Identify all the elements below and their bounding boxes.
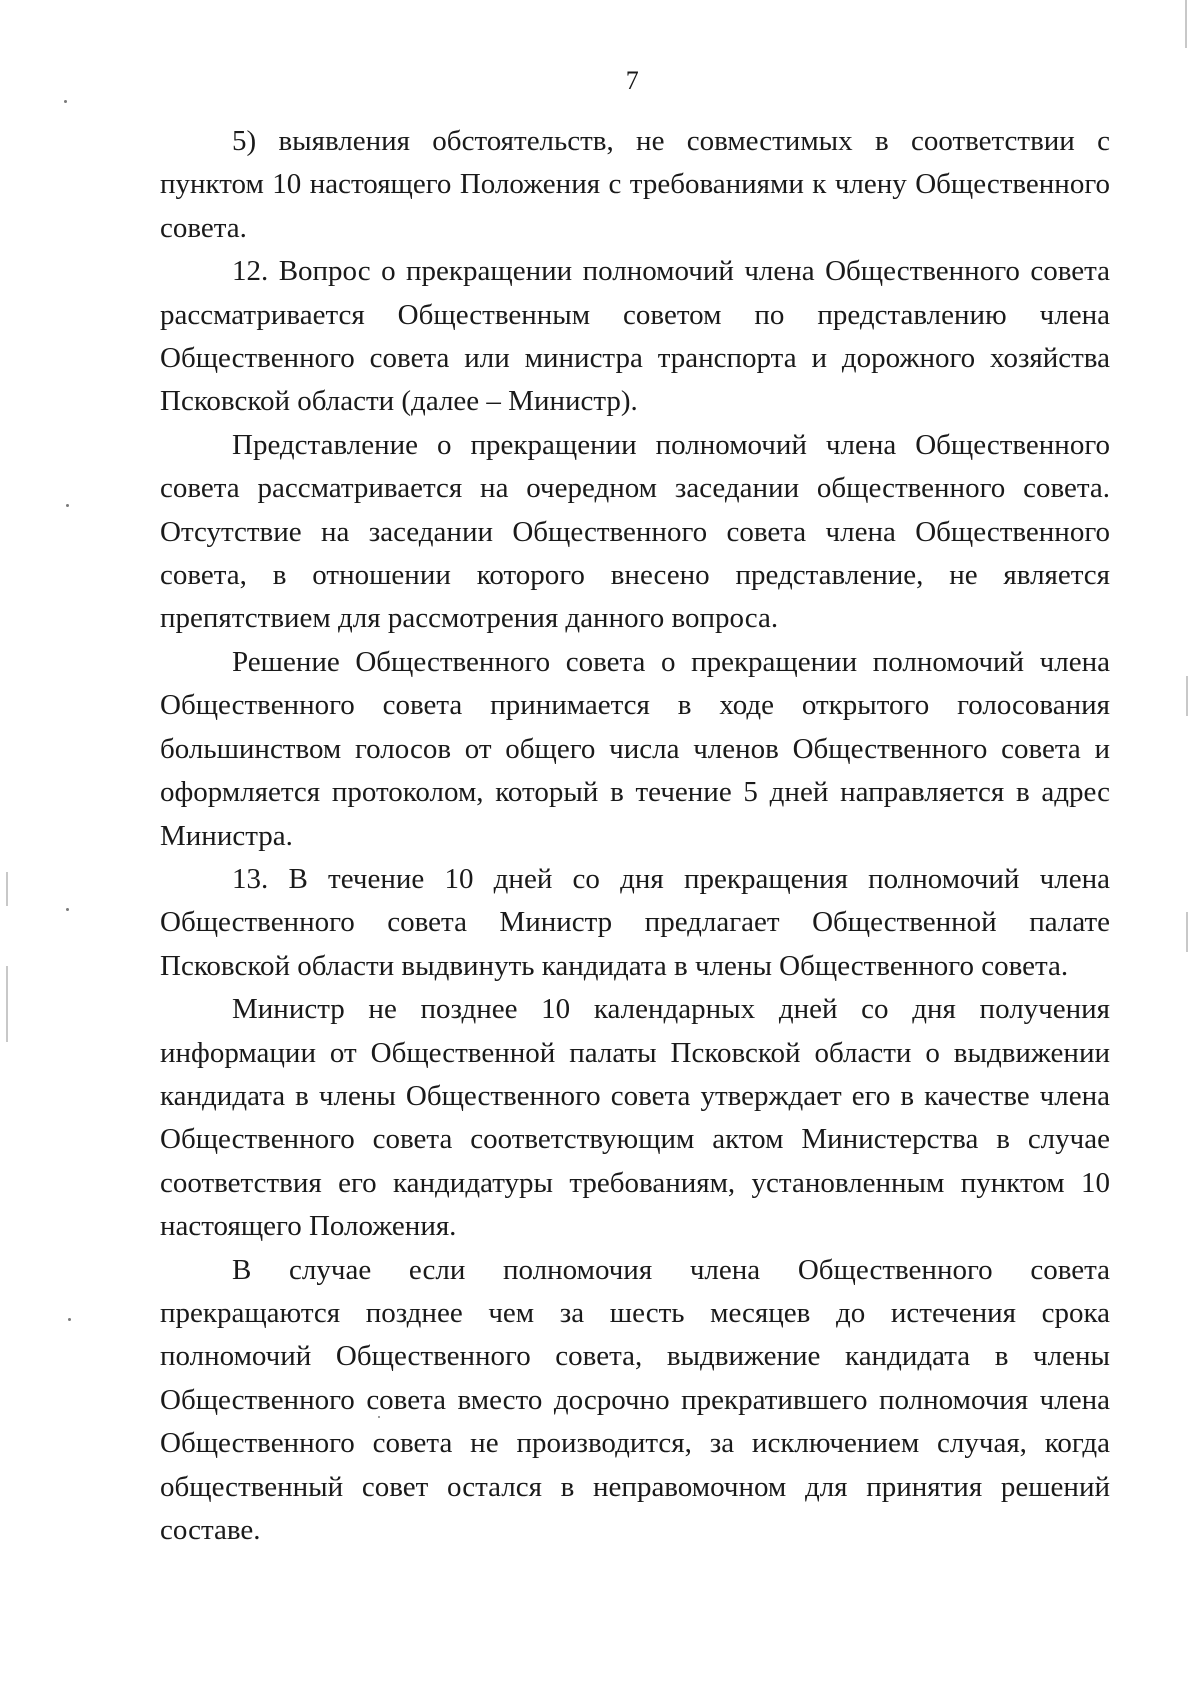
paragraph-representation: Представление о прекращении полномочий члена Общественного совета рассматривается на очередном заседании общественного совета. Отсутствие на заседании Общественного совета члена Общественного совета, в отношении которого внесено представление, не является препятствием для рассмотрения данного вопроса. [160, 428, 1110, 635]
scan-edge-mark [1186, 912, 1188, 952]
paragraph-item-5: 5) выявления обстоятельств, не совместимых в соответствии с пунктом 10 настоящего Положения с требованиями к члену Общественного совета. [160, 125, 1110, 244]
scan-speck [66, 908, 69, 911]
scan-edge-mark [1186, 676, 1188, 716]
scan-edge-mark [6, 966, 8, 1042]
paragraph-decision: Решение Общественного совета о прекращении полномочий члена Общественного совета принимается в ходе открытого голосования большинством голосов от общего числа членов Общественного совета и оформляется протоколом, который в течение 5 дней направляется в адрес Министра. [160, 645, 1110, 852]
scan-edge-mark [1185, 0, 1187, 48]
paragraph-minister-approval: Министр не позднее 10 календарных дней со дня получения информации от Общественной палаты Псковской области о выдвижении кандидата в члены Общественного совета утверждает его в качестве члена Общественного совета соответствующим актом Министерства в случае соответствия его кандидатуры требованиям, установленным пунктом 10 настоящего Положения. [160, 993, 1110, 1243]
document-body [160, 120, 1110, 1552]
scan-speck [66, 504, 69, 507]
scan-edge-mark [6, 872, 8, 906]
scan-speck [64, 100, 67, 103]
paragraph-clause-12: 12. Вопрос о прекращении полномочий члена Общественного совета рассматривается Общественным советом по представлению члена Общественного совета или министра транспорта и дорожного хозяйства Псковской области (далее – Министр). [160, 255, 1110, 418]
paragraph-clause-13: 13. В течение 10 дней со дня прекращения полномочий члена Общественного совета Министр предлагает Общественной палате Псковской области выдвинуть кандидата в члены Общественного совета. [160, 862, 1110, 982]
scan-speck [378, 1416, 380, 1418]
scan-speck [68, 1318, 71, 1321]
page-number: 7 [625, 66, 640, 95]
paragraph-exception: В случае если полномочия члена Общественного совета прекращаются позднее чем за шесть месяцев до истечения срока полномочий Общественного совета, выдвижение кандидата в члены Общественного совета вместо досрочно прекратившего полномочия члена Общественного совета не производится, за исключением случая, когда общественный совет остался в неправомочном для принятия решений составе. [160, 1253, 1110, 1546]
